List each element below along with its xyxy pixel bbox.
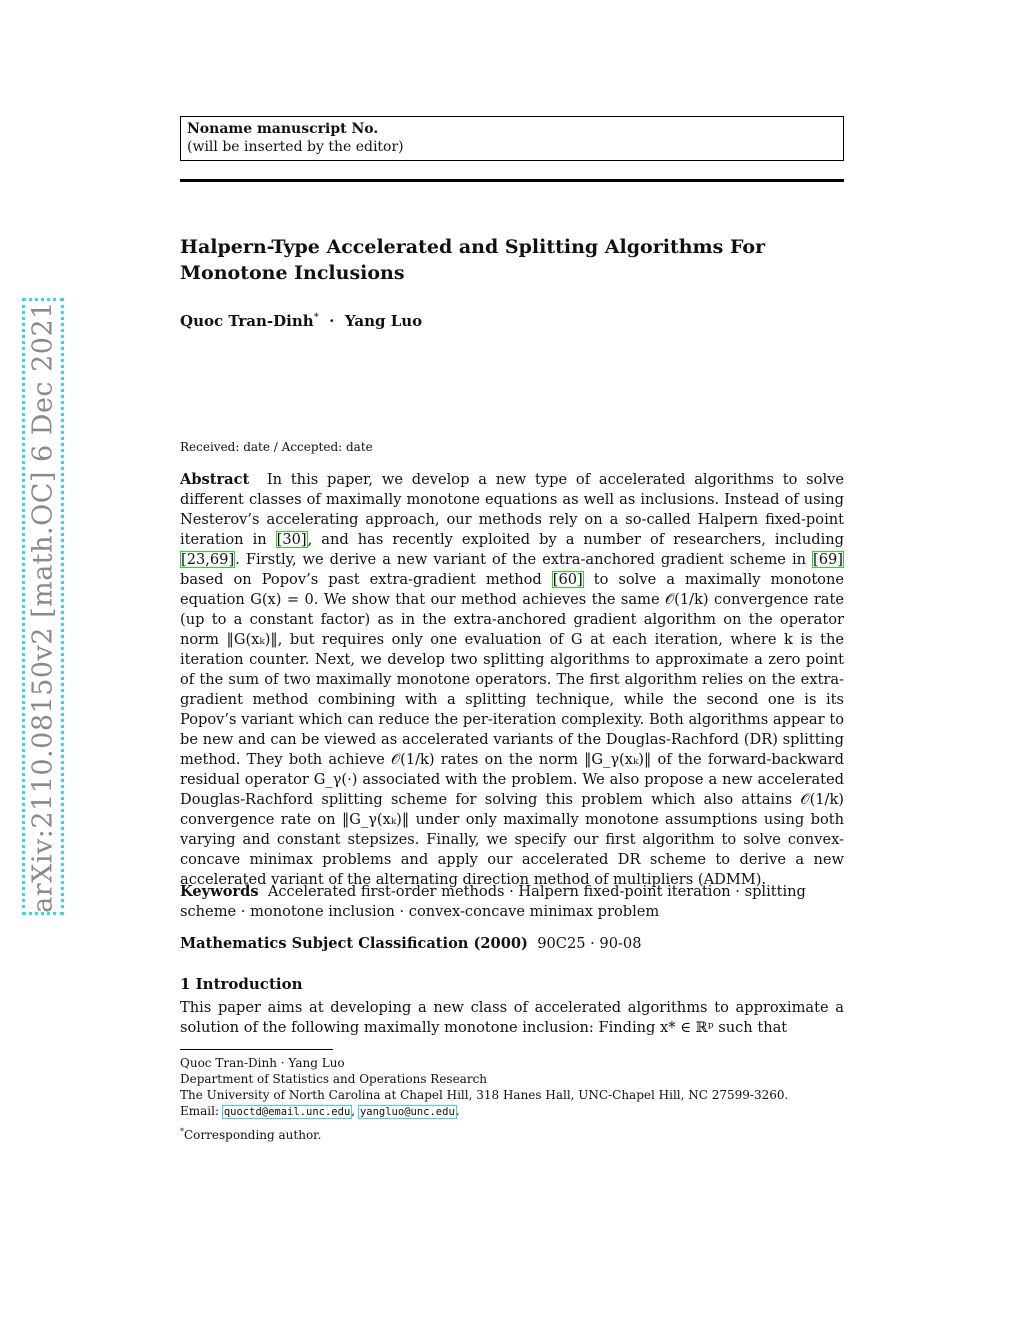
abstract-text-5: to solve a maximally monotone equation G(x) = 0. We show that our method achieves the same 𝒪(1/k) convergence rate (up to a constant factor) as in the extra-anchored gradient algorithm on the operator norm ‖G(xₖ)‖, but requires only one evaluation of G at each iteration, where k is the iteration counter. Next, we develop two splitting algorithms to approximate a zero point of the sum of two maximally monotone operators. The first algorithm relies on the extra-gradient method combining with a splitting technique, while the second one is its Popov’s variant which can reduce the per-iteration complexity. Both algorithms appear to be new and can be viewed as accelerated variants of the Douglas-Rachford (DR) splitting method. They both achieve 𝒪(1/k) rates on the norm ‖G_γ(xₖ)‖ of the forward-backward residual operator G_γ(·) associated with the problem. We also propose a new accelerated Douglas-Rachford splitting scheme for solving this problem which also attains 𝒪(1/k) convergence rate on ‖G_γ(xₖ)‖ under only maximally monotone assumptions using both varying and constant stepsizes. Finally, we specify our first algorithm to solve convex-concave minimax problems and apply our accelerated DR scheme to derive a new accelerated variant of the alternating direction method of multipliers (ADMM). [180, 571, 845, 888]
author-separator: · [329, 312, 335, 330]
manuscript-box [180, 116, 844, 161]
msc-text: 90C25 · 90-08 [537, 935, 642, 952]
email-label: Email: [180, 1104, 220, 1118]
citation-link[interactable]: [60] [552, 571, 583, 588]
abstract-text-2: , and has recently exploited by a number of researchers, including [307, 531, 844, 548]
citation-link[interactable]: [69] [813, 551, 843, 568]
abstract-text-4: based on Popov’s past extra-gradient method [180, 571, 552, 588]
email-link[interactable]: yangluo@unc.edu [359, 1106, 455, 1118]
footnote-authors: Quoc Tran-Dinh · Yang Luo [180, 1056, 345, 1070]
arxiv-stamp [22, 298, 64, 915]
footnote-rule [180, 1049, 333, 1050]
citation-link[interactable]: [23,69] [181, 551, 235, 568]
corresponding-mark: * [313, 312, 319, 323]
manuscript-note: (will be inserted by the editor) [187, 139, 404, 155]
keywords-label: Keywords [180, 883, 259, 900]
corresponding-note-text: Corresponding author. [184, 1128, 322, 1142]
author-2: Yang Luo [344, 312, 423, 330]
abstract-text-1: In this paper, we develop a new type of accelerated algorithms to solve different classes of maximally monotone equations as well as inclusions. Instead of using Nesterov’s accelerating approach, our methods rely on a so-called Halpern fixed-point iteration in [180, 471, 844, 548]
corresponding-note-mark: * [180, 1127, 184, 1136]
manuscript-label: Noname manuscript No. [187, 121, 379, 137]
paper-title: Halpern-Type Accelerated and Splitting Algorithms For Monotone Inclusions [180, 236, 766, 284]
footnote [180, 1055, 844, 1120]
header-rule [180, 179, 844, 182]
email-link[interactable]: quoctd@email.unc.edu [223, 1106, 351, 1118]
msc [180, 934, 844, 954]
section-heading: 1 Introduction [180, 975, 303, 993]
footnote-department: Department of Statistics and Operations Research [180, 1072, 488, 1086]
footnote-email-line [180, 1103, 844, 1120]
abstract [180, 470, 844, 890]
keywords-text: Accelerated first-order methods · Halpern fixed-point iteration · splitting scheme · monotone inclusion · convex-concave minimax problem [180, 883, 806, 920]
abstract-label: Abstract [180, 471, 250, 488]
email-end: . [455, 1104, 460, 1118]
authors [180, 312, 422, 330]
footnote-address: The University of North Carolina at Chapel Hill, 318 Hanes Hall, UNC-Chapel Hill, NC 27599-3260. [180, 1088, 789, 1102]
intro-text: This paper aims at developing a new class of accelerated algorithms to approximate a solution of the following maximally monotone inclusion: Finding x* ∈ ℝᵖ such that [180, 999, 844, 1036]
corresponding-note [180, 1127, 321, 1142]
abstract-text-3: . Firstly, we derive a new variant of the extra-anchored gradient scheme in [235, 551, 813, 568]
keywords [180, 882, 844, 922]
citation-link[interactable]: [30] [276, 531, 307, 548]
author-1: Quoc Tran-Dinh [180, 312, 314, 330]
email-separator: , [351, 1104, 356, 1118]
msc-label: Mathematics Subject Classification (2000) [180, 935, 528, 952]
arxiv-stamp-text: arXiv:2110.08150v2 [math.OC] 6 Dec 2021 [27, 300, 59, 913]
received-date: Received: date / Accepted: date [180, 440, 373, 454]
